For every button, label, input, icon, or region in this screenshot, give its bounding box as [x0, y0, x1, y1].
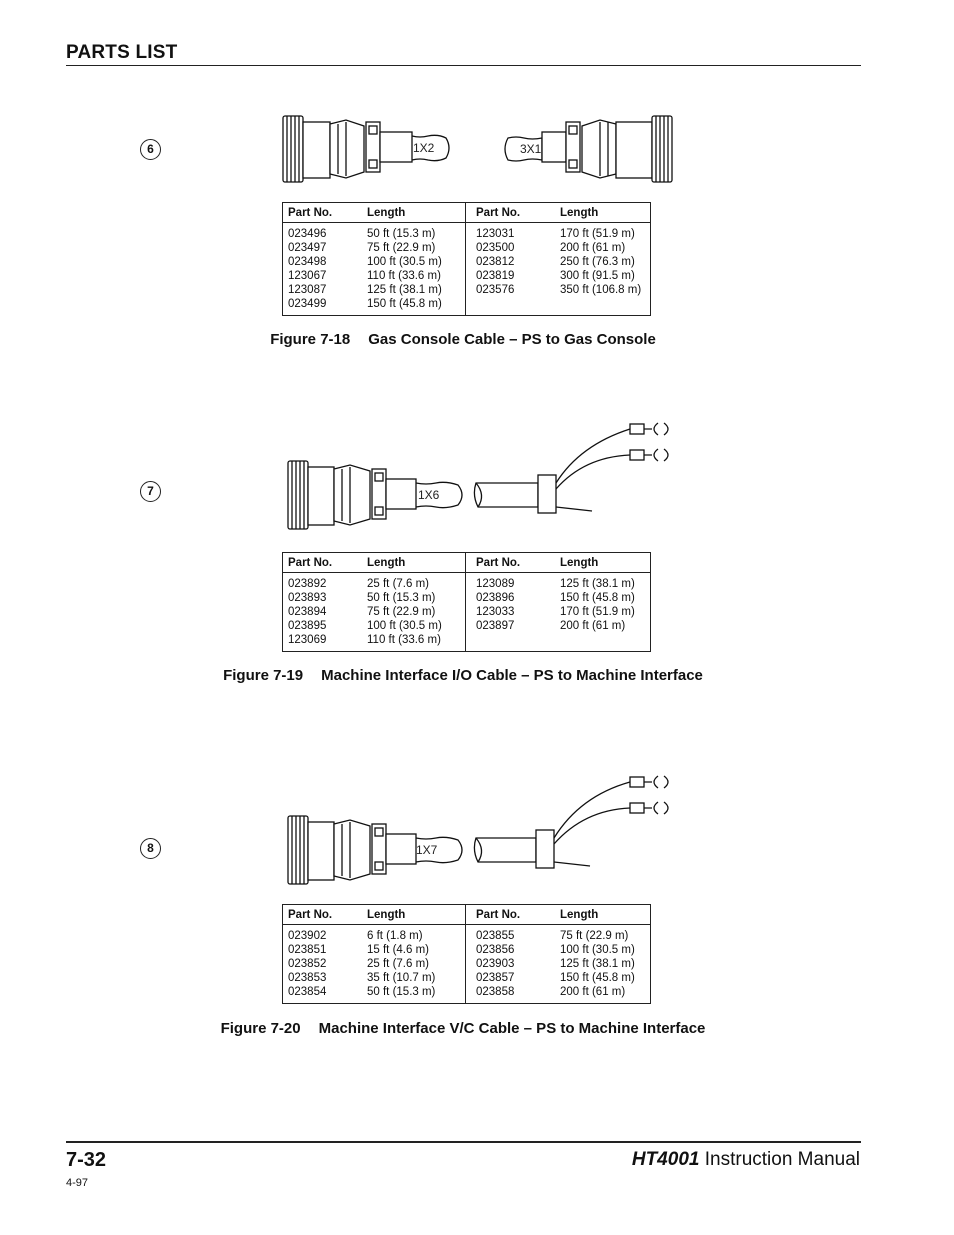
cable-length: 150 ft (45.8 m): [560, 972, 635, 984]
part-number: 023856: [476, 944, 515, 956]
figure-caption-7-20: [0, 1020, 926, 1037]
figure-number: Figure 7-20: [220, 1020, 301, 1037]
parts-table-7-18: [282, 202, 651, 316]
cable-length: 200 ft (61 m): [560, 986, 626, 998]
part-number: 023895: [288, 620, 327, 632]
part-number: 023857: [476, 972, 515, 984]
figure-title: Gas Console Cable – PS to Gas Console: [368, 331, 656, 348]
footer-divider: [66, 1141, 861, 1143]
part-number: 023892: [288, 578, 327, 590]
col-header-length: Length: [362, 905, 466, 925]
cable-length: 100 ft (30.5 m): [367, 620, 442, 632]
length-column: [555, 223, 651, 316]
part-number: 023576: [476, 284, 515, 296]
connector-label-1x2: 1X2: [413, 141, 435, 155]
part-number: 123089: [476, 578, 515, 590]
col-header-part-no: Part No.: [283, 203, 363, 223]
length-column: [555, 925, 651, 1004]
col-header-part-no: Part No.: [466, 203, 556, 223]
cable-length: 200 ft (61 m): [560, 242, 626, 254]
figure-caption-7-18: [0, 331, 926, 348]
col-header-part-no: Part No.: [466, 905, 556, 925]
part-number-column: [466, 925, 556, 1004]
connector-label-3x1: 3X1: [520, 142, 542, 156]
section-title: PARTS LIST: [66, 42, 178, 63]
cable-length: 50 ft (15.3 m): [367, 986, 436, 998]
cable-length: 300 ft (91.5 m): [560, 270, 635, 282]
part-number: 023855: [476, 930, 515, 942]
length-column: [555, 573, 651, 652]
parts-table-7-19: [282, 552, 651, 652]
figure-number: Figure 7-19: [223, 667, 304, 684]
cable-length: 100 ft (30.5 m): [367, 256, 442, 268]
col-header-part-no: Part No.: [466, 553, 556, 573]
part-number: 023500: [476, 242, 515, 254]
connector-label-1x7: 1X7: [416, 843, 438, 857]
cable-length: 35 ft (10.7 m): [367, 972, 436, 984]
part-number: 123067: [288, 270, 327, 282]
cable-length: 25 ft (7.6 m): [367, 578, 429, 590]
part-number-column: [466, 573, 556, 652]
part-number: 023852: [288, 958, 327, 970]
gas-console-cable-drawing: [280, 110, 680, 190]
cable-length: 125 ft (38.1 m): [367, 284, 442, 296]
cable-length: 170 ft (51.9 m): [560, 228, 635, 240]
cable-length: 250 ft (76.3 m): [560, 256, 635, 268]
part-number: 023499: [288, 298, 327, 310]
part-number: 023854: [288, 986, 327, 998]
part-number: 123031: [476, 228, 515, 240]
col-header-length: Length: [555, 905, 651, 925]
part-number: 023858: [476, 986, 515, 998]
item-callout-6: 6: [140, 139, 161, 160]
col-header-length: Length: [362, 203, 466, 223]
cable-length: 6 ft (1.8 m): [367, 930, 423, 942]
cable-length: 50 ft (15.3 m): [367, 592, 436, 604]
col-header-length: Length: [555, 203, 651, 223]
col-header-length: Length: [555, 553, 651, 573]
machine-interface-vc-cable-drawing: [280, 768, 680, 890]
part-number: 023496: [288, 228, 327, 240]
cable-length: 125 ft (38.1 m): [560, 958, 635, 970]
cable-length: 50 ft (15.3 m): [367, 228, 436, 240]
part-number: 023893: [288, 592, 327, 604]
cable-length: 200 ft (61 m): [560, 620, 626, 632]
part-number: 023896: [476, 592, 515, 604]
col-header-part-no: Part No.: [283, 905, 363, 925]
part-number: 123087: [288, 284, 327, 296]
part-number-column: [283, 925, 363, 1004]
manual-title: [632, 1149, 860, 1171]
length-column: [362, 223, 466, 316]
part-number: 023897: [476, 620, 515, 632]
col-header-length: Length: [362, 553, 466, 573]
header-divider: [66, 65, 861, 66]
part-number: 023819: [476, 270, 515, 282]
item-callout-7: 7: [140, 481, 161, 502]
item-callout-8: 8: [140, 838, 161, 859]
cable-length: 110 ft (33.6 m): [367, 270, 441, 282]
cable-length: 125 ft (38.1 m): [560, 578, 635, 590]
cable-length: 75 ft (22.9 m): [367, 242, 436, 254]
figure-number: Figure 7-18: [270, 331, 351, 348]
cable-length: 150 ft (45.8 m): [560, 592, 635, 604]
cable-length: 110 ft (33.6 m): [367, 634, 441, 646]
manual-title-text: Instruction Manual: [704, 1149, 860, 1170]
parts-table-7-20: [282, 904, 651, 1004]
part-number-column: [283, 573, 363, 652]
part-number: 023894: [288, 606, 327, 618]
part-number-column: [466, 223, 556, 316]
figure-title: Machine Interface I/O Cable – PS to Machine Interface: [321, 667, 703, 684]
machine-interface-io-cable-drawing: [280, 415, 680, 535]
part-number: 123033: [476, 606, 515, 618]
cable-length: 75 ft (22.9 m): [560, 930, 629, 942]
length-column: [362, 573, 466, 652]
part-number: 023498: [288, 256, 327, 268]
part-number: 023497: [288, 242, 327, 254]
part-number: 123069: [288, 634, 327, 646]
date-code: 4-97: [66, 1177, 89, 1189]
cable-length: 75 ft (22.9 m): [367, 606, 436, 618]
page-number: 7-32: [66, 1149, 107, 1171]
part-number-column: [283, 223, 363, 316]
figure-caption-7-19: [0, 667, 926, 684]
cable-length: 100 ft (30.5 m): [560, 944, 635, 956]
cable-length: 350 ft (106.8 m): [560, 284, 642, 296]
cable-length: 15 ft (4.6 m): [367, 944, 429, 956]
part-number: 023902: [288, 930, 327, 942]
part-number: 023903: [476, 958, 515, 970]
connector-label-1x6: 1X6: [418, 488, 440, 502]
col-header-part-no: Part No.: [283, 553, 363, 573]
cable-length: 150 ft (45.8 m): [367, 298, 442, 310]
cable-length: 170 ft (51.9 m): [560, 606, 635, 618]
model-name: HT4001: [631, 1149, 700, 1170]
part-number: 023853: [288, 972, 327, 984]
cable-length: 25 ft (7.6 m): [367, 958, 429, 970]
figure-title: Machine Interface V/C Cable – PS to Machine Interface: [318, 1020, 706, 1037]
length-column: [362, 925, 466, 1004]
part-number: 023812: [476, 256, 515, 268]
part-number: 023851: [288, 944, 327, 956]
